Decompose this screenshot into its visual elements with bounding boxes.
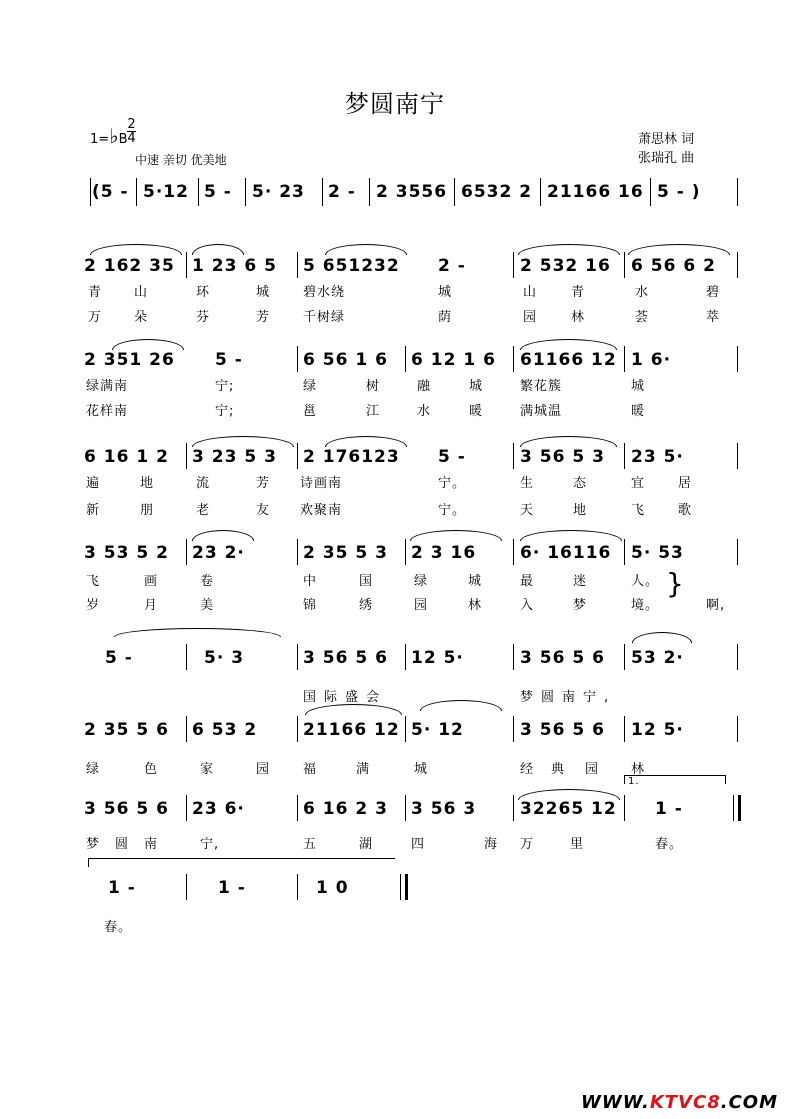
composer: 张瑞孔 曲 bbox=[638, 151, 695, 166]
measure: 5 - bbox=[105, 648, 133, 668]
intro-staff bbox=[0, 170, 790, 210]
lyric: 园 bbox=[256, 762, 271, 777]
lyric: 碧水绕 bbox=[303, 285, 346, 300]
staff-system bbox=[0, 238, 790, 328]
lyric: 国际盛会 bbox=[303, 690, 388, 705]
lyric: 融 bbox=[417, 379, 432, 394]
measure: 53 2· bbox=[631, 648, 684, 668]
intro-measure: 5·12 bbox=[143, 182, 189, 202]
lyric: 五 bbox=[303, 837, 318, 852]
measure: 6 53 2 bbox=[192, 720, 258, 740]
watermark-suffix: .COM bbox=[720, 1092, 778, 1113]
lyric: 圆 bbox=[115, 837, 130, 852]
lyric: 城 bbox=[468, 574, 483, 589]
intro-measure: 21166 16 bbox=[547, 182, 644, 202]
measure: 5 651232 bbox=[303, 256, 400, 276]
lyric: 绿 bbox=[414, 574, 429, 589]
measure: 23 2· bbox=[192, 543, 245, 563]
lyric: 天 bbox=[520, 503, 535, 518]
lyric: 荟 bbox=[635, 310, 650, 325]
watermark-prefix: WWW. bbox=[580, 1092, 650, 1113]
lyric: 梦 bbox=[573, 598, 588, 613]
measure: 6 56 6 2 bbox=[631, 256, 716, 276]
lyric: 树 bbox=[366, 379, 381, 394]
measure: 2 162 35 bbox=[84, 256, 175, 276]
lyric: 最 bbox=[520, 574, 535, 589]
lyric: 典 bbox=[551, 762, 566, 777]
lyric: 国 bbox=[359, 574, 374, 589]
lyric: 园 bbox=[585, 762, 600, 777]
lyric: 水 bbox=[417, 404, 432, 419]
intro-measure: 2 3556 bbox=[376, 182, 448, 202]
lyric: 暖 bbox=[469, 404, 484, 419]
lyric: 宁; bbox=[215, 379, 235, 394]
measure: 5· 53 bbox=[631, 543, 684, 563]
lyric: 新 bbox=[86, 503, 101, 518]
lyric: 水 bbox=[635, 285, 650, 300]
lyric: 春。 bbox=[655, 837, 684, 852]
lyric: 歌 bbox=[678, 503, 693, 518]
lyric-extra: 啊, bbox=[706, 598, 726, 613]
measure: 5· 3 bbox=[204, 648, 245, 668]
intro-measure: 5 - ) bbox=[657, 182, 701, 202]
lyric: 万 bbox=[88, 310, 103, 325]
measure: 1 0 bbox=[316, 878, 349, 898]
staff-system bbox=[0, 858, 790, 938]
lyric: 绿 bbox=[86, 762, 101, 777]
measure: 3 56 5 6 bbox=[303, 648, 388, 668]
lyric: 绿 bbox=[303, 379, 318, 394]
lyric: 地 bbox=[573, 503, 588, 518]
lyric: 欢聚南 bbox=[300, 503, 343, 518]
measure: 6 56 1 6 bbox=[303, 350, 388, 370]
measure: 32265 12 bbox=[520, 799, 617, 819]
lyric: 入 bbox=[520, 598, 535, 613]
lyric: 宜 bbox=[631, 476, 646, 491]
key-note: B bbox=[118, 132, 128, 147]
lyric: 满 bbox=[356, 762, 371, 777]
measure: 3 56 5 6 bbox=[520, 648, 605, 668]
lyric: 青 bbox=[88, 285, 103, 300]
lyric: 城 bbox=[631, 379, 646, 394]
lyric: 海 bbox=[484, 837, 499, 852]
lyric: 遍 bbox=[86, 476, 101, 491]
intro-measure: 2 - bbox=[328, 182, 356, 202]
measure: 61166 12 bbox=[520, 350, 617, 370]
lyric: 色 bbox=[144, 762, 159, 777]
measure: 2 35 5 6 bbox=[84, 720, 169, 740]
lyric: 绣 bbox=[359, 598, 374, 613]
lyricist: 萧思林 词 bbox=[638, 132, 695, 147]
measure: 3 56 5 3 bbox=[520, 447, 605, 467]
staff-system bbox=[0, 785, 790, 865]
lyric: 宁, bbox=[200, 837, 220, 852]
final-barline bbox=[400, 874, 408, 900]
lyric: 千树绿 bbox=[303, 310, 346, 325]
lyric: 诗画南 bbox=[300, 476, 343, 491]
lyric: 城 bbox=[438, 285, 453, 300]
measure: 1 - bbox=[218, 878, 246, 898]
lyric: 芳 bbox=[256, 310, 271, 325]
lyric: 环 bbox=[196, 285, 211, 300]
lyric: 里 bbox=[570, 837, 585, 852]
measure: 1 23 6 5 bbox=[192, 256, 277, 276]
lyric: 居 bbox=[678, 476, 693, 491]
lyric: 锦 bbox=[303, 598, 318, 613]
lyric: 城 bbox=[469, 379, 484, 394]
lyric: 宁。 bbox=[438, 476, 467, 491]
measure: 12 5· bbox=[411, 648, 464, 668]
measure: 5 - bbox=[438, 447, 466, 467]
measure: 6· 16116 bbox=[520, 543, 612, 563]
lyric: 梦 bbox=[86, 837, 101, 852]
measure: 1 - bbox=[108, 878, 136, 898]
lyric: 地 bbox=[140, 476, 155, 491]
measure: 1 6· bbox=[631, 350, 672, 370]
lyric: 家 bbox=[200, 762, 215, 777]
lyric: 萃 bbox=[706, 310, 721, 325]
measure: 2 35 5 3 bbox=[303, 543, 388, 563]
measure: 21166 12 bbox=[303, 720, 400, 740]
measure: 6 16 2 3 bbox=[303, 799, 388, 819]
measure: 3 53 5 2 bbox=[84, 543, 169, 563]
lyric: 林 bbox=[571, 310, 586, 325]
lyric: 林 bbox=[631, 762, 646, 777]
lyric: 朵 bbox=[134, 310, 149, 325]
lyric: 梦圆南宁, bbox=[520, 690, 617, 705]
measure: 6 16 1 2 bbox=[84, 447, 169, 467]
lyric: 春。 bbox=[104, 920, 133, 935]
staff-system bbox=[0, 335, 790, 425]
measure: 6 12 1 6 bbox=[411, 350, 496, 370]
measure: 23 5· bbox=[631, 447, 684, 467]
lyric: 飞 bbox=[631, 503, 646, 518]
time-bottom: 4 bbox=[127, 131, 136, 146]
lyric: 态 bbox=[573, 476, 588, 491]
measure: 3 23 5 3 bbox=[192, 447, 277, 467]
measure: 3 56 5 6 bbox=[520, 720, 605, 740]
intro-measure: 5 - bbox=[204, 182, 232, 202]
key-signature bbox=[90, 124, 128, 148]
lyric: 宁; bbox=[215, 404, 235, 419]
lyric: 友 bbox=[256, 503, 271, 518]
lyric: 花样南 bbox=[86, 404, 129, 419]
brace: } bbox=[666, 567, 685, 600]
lyric: 中 bbox=[303, 574, 318, 589]
page-title: 梦圆南宁 bbox=[345, 90, 445, 118]
staff-system bbox=[0, 700, 790, 787]
flat-sign: ♭ bbox=[109, 124, 119, 148]
measure: 3 56 5 6 bbox=[84, 799, 169, 819]
lyric: 流 bbox=[196, 476, 211, 491]
lyric: 老 bbox=[196, 503, 211, 518]
measure: 5· 12 bbox=[411, 720, 464, 740]
lyric: 暖 bbox=[631, 404, 646, 419]
lyric: 青 bbox=[571, 285, 586, 300]
lyric: 经 bbox=[520, 762, 535, 777]
lyric: 月 bbox=[144, 598, 159, 613]
lyric: 江 bbox=[366, 404, 381, 419]
lyric: 山 bbox=[134, 285, 149, 300]
key-prefix: 1= bbox=[90, 132, 110, 147]
lyric: 芬 bbox=[196, 310, 211, 325]
measure: 2 3 16 bbox=[411, 543, 477, 563]
lyric: 山 bbox=[523, 285, 538, 300]
lyric: 画 bbox=[144, 574, 159, 589]
lyric: 荫 bbox=[438, 310, 453, 325]
lyric: 万 bbox=[520, 837, 535, 852]
volta-bracket-2 bbox=[88, 858, 395, 867]
lyric: 境。 bbox=[631, 598, 660, 613]
lyric: 飞 bbox=[86, 574, 101, 589]
staff-system bbox=[0, 626, 790, 705]
lyric: 四 bbox=[411, 837, 426, 852]
measure: 2 - bbox=[438, 256, 466, 276]
measure: 2 532 16 bbox=[520, 256, 611, 276]
intro-measure: 6532 2 bbox=[461, 182, 533, 202]
intro-measure: 5· 23 bbox=[252, 182, 305, 202]
measure: 23 6· bbox=[192, 799, 245, 819]
lyric: 繁花簇 bbox=[520, 379, 563, 394]
lyric: 园 bbox=[523, 310, 538, 325]
lyric: 人。 bbox=[631, 574, 660, 589]
lyric: 岁 bbox=[86, 598, 101, 613]
lyric: 南 bbox=[144, 837, 159, 852]
lyric: 满城温 bbox=[520, 404, 563, 419]
lyric: 碧 bbox=[706, 285, 721, 300]
staff-system bbox=[0, 528, 790, 618]
volta-label: 1. bbox=[628, 776, 640, 787]
watermark-brand: KTVC8 bbox=[649, 1092, 721, 1113]
lyric: 美 bbox=[200, 598, 215, 613]
measure: 1 - bbox=[655, 799, 683, 819]
lyric: 生 bbox=[520, 476, 535, 491]
lyric: 邕 bbox=[303, 404, 318, 419]
lyric: 朋 bbox=[140, 503, 155, 518]
watermark bbox=[581, 1092, 778, 1113]
lyric: 城 bbox=[256, 285, 271, 300]
time-top: 2 bbox=[127, 117, 136, 132]
lyric: 湖 bbox=[359, 837, 374, 852]
lyric: 卷 bbox=[200, 574, 215, 589]
measure: 2 351 26 bbox=[84, 350, 175, 370]
lyric: 宁。 bbox=[438, 503, 467, 518]
tempo-marking: 中速 亲切 优美地 bbox=[135, 153, 227, 167]
time-signature bbox=[127, 118, 136, 145]
lyric: 绿满南 bbox=[86, 379, 129, 394]
lyric: 城 bbox=[414, 762, 429, 777]
lyric: 园 bbox=[414, 598, 429, 613]
measure: 12 5· bbox=[631, 720, 684, 740]
measure: 2 176123 bbox=[303, 447, 400, 467]
lyric: 芳 bbox=[256, 476, 271, 491]
measure: 3 56 3 bbox=[411, 799, 477, 819]
lyric: 林 bbox=[468, 598, 483, 613]
lyric: 福 bbox=[303, 762, 318, 777]
lyric: 迷 bbox=[573, 574, 588, 589]
staff-system bbox=[0, 432, 790, 522]
measure: 5 - bbox=[215, 350, 243, 370]
intro-measure: (5 - bbox=[92, 182, 129, 202]
